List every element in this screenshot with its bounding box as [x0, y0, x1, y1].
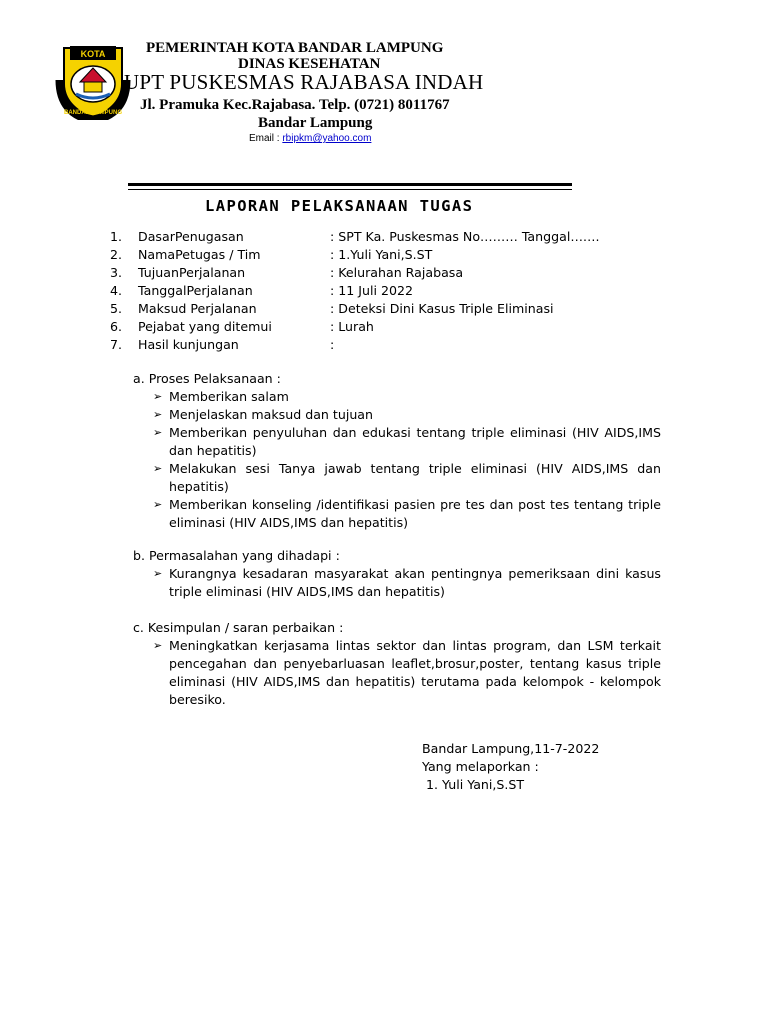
field-label: TanggalPerjalanan — [138, 283, 253, 298]
header-email-line — [249, 133, 371, 144]
arrow-bullet-icon: ➢ — [153, 408, 163, 421]
header-institution-name: UPT PUSKESMAS RAJABASA INDAH — [124, 70, 484, 94]
document-title: LAPORAN PELAKSANAAN TUGAS — [205, 197, 474, 215]
signature-block — [422, 740, 599, 794]
section-heading: a. Proses Pelaksanaan : — [133, 371, 281, 386]
field-value: : — [330, 337, 335, 352]
arrow-bullet-icon: ➢ — [153, 426, 163, 439]
arrow-bullet-icon: ➢ — [153, 639, 163, 652]
email-link[interactable]: rbipkm@yahoo.com — [282, 133, 372, 144]
signature-place-date: Bandar Lampung,11-7-2022 — [422, 741, 600, 756]
field-value: : Deteksi Dini Kasus Triple Eliminasi — [330, 301, 554, 316]
header-divider-thick — [128, 183, 572, 186]
section-heading: b. Permasalahan yang dihadapi : — [133, 548, 340, 563]
header-address: Jl. Pramuka Kec.Rajabasa. Telp. (0721) 8011767 — [140, 97, 450, 113]
header-city: Bandar Lampung — [258, 115, 373, 131]
list-item: ➢ Memberikan salam — [153, 389, 289, 404]
field-value: : 11 Juli 2022 — [330, 283, 414, 298]
field-value: : Kelurahan Rajabasa — [330, 265, 464, 280]
section-heading: c. Kesimpulan / saran perbaikan : — [133, 620, 344, 635]
field-label: Hasil kunjungan — [138, 337, 239, 352]
section-conclusion — [133, 619, 661, 709]
svg-text:KOTA: KOTA — [80, 49, 106, 59]
email-label: Email : — [249, 133, 280, 144]
section-problems — [133, 547, 661, 601]
header-government-line: PEMERINTAH KOTA BANDAR LAMPUNG — [146, 40, 444, 56]
arrow-bullet-icon: ➢ — [153, 462, 163, 475]
field-value: : Lurah — [330, 319, 374, 334]
bandar-lampung-emblem-logo — [54, 40, 132, 120]
field-label: Pejabat yang ditemui — [138, 319, 272, 334]
list-item: ➢ Menjelaskan maksud dan tujuan — [153, 407, 374, 422]
field-value: : 1.Yuli Yani,S.ST — [330, 247, 433, 262]
arrow-bullet-icon: ➢ — [153, 498, 163, 511]
list-item: ➢ Memberikan konseling /identifikasi pasien pre tes dan post tes tentang triple eliminasi (HIV AIDS,IMS dan hepatitis) — [153, 497, 661, 530]
list-item: ➢ Melakukan sesi Tanya jawab tentang triple eliminasi (HIV AIDS,IMS dan hepatitis) — [153, 461, 661, 494]
svg-text:BANDAR LAMPUNG: BANDAR LAMPUNG — [64, 110, 122, 116]
section-process — [133, 370, 661, 532]
signature-name: 1. Yuli Yani,S.ST — [422, 777, 525, 792]
signature-reporter-label: Yang melaporkan : — [422, 759, 539, 774]
header-department-line: DINAS KESEHATAN — [238, 56, 381, 72]
list-item: ➢ Memberikan penyuluhan dan edukasi tentang triple eliminasi (HIV AIDS,IMS dan hepatitis) — [153, 425, 661, 458]
list-item: ➢ Meningkatkan kerjasama lintas sektor dan lintas program, dan LSM terkait pencegahan dan penyebarluasan leaflet,brosur,poster, tentang kasus triple eliminasi (HIV AIDS,IMS dan hepatitis) terutama pada kelompok - kelompok beresiko. — [153, 638, 661, 707]
field-label: TujuanPerjalanan — [138, 265, 246, 280]
field-label: Maksud Perjalanan — [138, 301, 257, 316]
header-divider-thin — [128, 189, 572, 190]
arrow-bullet-icon: ➢ — [153, 567, 163, 580]
field-label: DasarPenugasan — [138, 229, 244, 244]
field-label: NamaPetugas / Tim — [138, 247, 261, 262]
field-value: : SPT Ka. Puskesmas No……… Tanggal……. — [330, 229, 600, 244]
list-item: ➢ Kurangnya kesadaran masyarakat akan pentingnya pemeriksaan dini kasus triple eliminasi (HIV AIDS,IMS dan hepatitis) — [153, 566, 661, 599]
arrow-bullet-icon: ➢ — [153, 390, 163, 403]
